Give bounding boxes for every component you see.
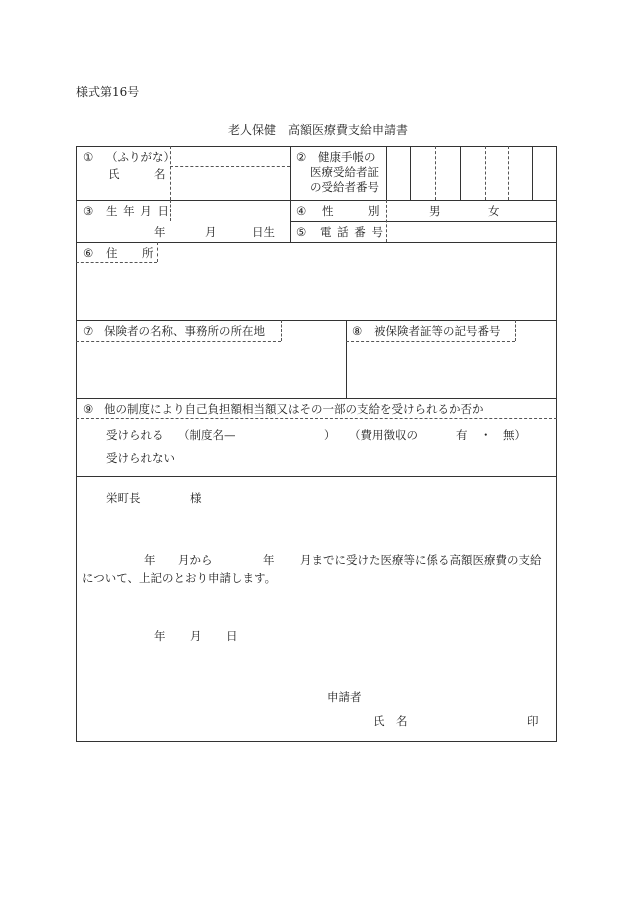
name-label-1: 氏 <box>108 167 120 181</box>
furigana-input[interactable] <box>178 150 288 164</box>
birth-day: 日生 <box>252 225 275 239</box>
separator-dot: ・ <box>480 428 492 442</box>
option-can-receive[interactable]: 受けられる <box>106 428 164 442</box>
period-from: 月から <box>178 553 213 567</box>
option-cannot-receive[interactable]: 受けられない <box>106 451 175 465</box>
row-divider <box>76 200 557 201</box>
field-number: ② <box>296 150 307 164</box>
insurer-label: 保険者の名称、事務所の所在地 <box>104 324 265 338</box>
row-divider <box>76 398 557 399</box>
card-label-line3: の受給者番号 <box>310 180 379 194</box>
card-label-line1: 健康手帳の <box>318 150 376 164</box>
body-text-line2: について、上記のとおり申請します。 <box>82 571 277 585</box>
body-text-line1: 月までに受けた医療等に係る高額医療費の支給 <box>300 553 542 567</box>
field-number: ③ <box>83 204 94 218</box>
name-label-2: 名 <box>154 167 166 181</box>
card-number-boxes[interactable] <box>388 148 555 198</box>
row-divider <box>76 242 557 243</box>
insured-number-label: 被保険者証等の記号番号 <box>374 324 501 338</box>
form-number: 様式第16号 <box>76 85 140 99</box>
system-name-open: （制度名— <box>178 428 236 442</box>
date-year: 年 <box>154 629 166 643</box>
field-number: ⑤ <box>296 225 307 239</box>
row-divider <box>76 476 557 477</box>
address-input[interactable] <box>80 266 554 318</box>
fee-collection-label: （費用徴収の <box>349 428 418 442</box>
phone-input[interactable] <box>390 223 555 240</box>
honorific: 様 <box>190 491 202 505</box>
date-day: 日 <box>226 629 238 643</box>
period-year-1: 年 <box>144 553 156 567</box>
addressee: 栄町長 <box>106 491 141 505</box>
form-title: 老人保健 高額医療費支給申請書 <box>228 123 409 137</box>
phone-label: 電 話 番 号 <box>320 225 384 239</box>
sex-option-male[interactable]: 男 <box>429 204 441 218</box>
other-system-question: 他の制度により自己負担額相当額又はその一部の支給を受けられるか否か <box>104 402 484 416</box>
applicant-label: 申請者 <box>327 690 362 704</box>
address-label-2: 所 <box>142 246 154 260</box>
seal-mark: 印 <box>527 714 539 728</box>
applicant-name-label-1: 氏 <box>373 714 385 728</box>
birth-year: 年 <box>154 225 166 239</box>
birth-date-input[interactable] <box>100 222 288 240</box>
birth-month: 月 <box>205 225 217 239</box>
col-divider <box>290 146 291 242</box>
col-divider <box>346 320 347 398</box>
system-name-input[interactable] <box>240 428 320 443</box>
applicant-name-input[interactable] <box>415 712 520 730</box>
birth-label: 生 年 月 日 <box>106 204 170 218</box>
field-number: ① <box>83 150 94 164</box>
applicant-name-label-2: 名 <box>396 714 408 728</box>
system-name-close: ） <box>324 428 336 442</box>
row-divider <box>290 221 557 222</box>
name-input[interactable] <box>178 170 288 198</box>
field-number: ⑥ <box>83 246 94 260</box>
col-divider <box>386 146 387 200</box>
row-divider <box>76 320 557 321</box>
card-label-line2: 医療受給者証 <box>310 165 379 179</box>
sex-label-2: 別 <box>368 204 380 218</box>
field-number: ④ <box>296 204 307 218</box>
field-number: ⑧ <box>352 324 363 338</box>
field-number: ⑦ <box>83 324 94 338</box>
date-month: 月 <box>190 629 202 643</box>
fee-option-no[interactable]: 無） <box>503 428 526 442</box>
sex-label-1: 性 <box>322 204 334 218</box>
insured-number-input[interactable] <box>350 345 554 395</box>
fee-option-yes[interactable]: 有 <box>456 428 468 442</box>
field-number: ⑨ <box>83 402 94 416</box>
period-year-2: 年 <box>263 553 275 567</box>
furigana-label: （ふりがな） <box>106 150 175 164</box>
sex-option-female[interactable]: 女 <box>488 204 500 218</box>
insurer-input[interactable] <box>80 345 342 395</box>
address-label-1: 住 <box>106 246 118 260</box>
